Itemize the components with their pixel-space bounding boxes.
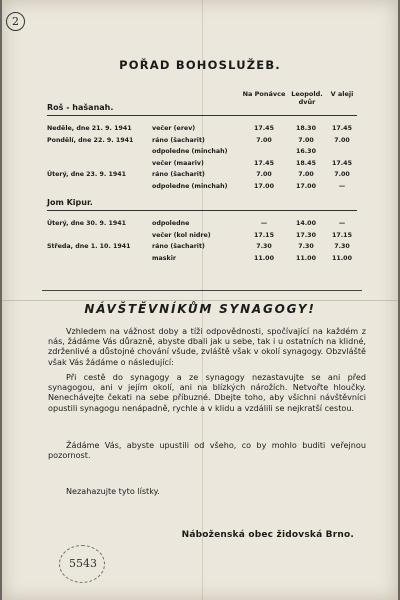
row-time: 11.00 — [296, 254, 316, 262]
section-underline — [47, 210, 357, 211]
row-time: 7.00 — [334, 171, 350, 178]
row-time: 7.30 — [256, 243, 272, 250]
row-service: odpoledne — [152, 220, 190, 227]
row-service: odpoledne (minchah) — [152, 182, 228, 190]
row-time: 7.00 — [298, 171, 314, 178]
row-time: 17.45 — [332, 125, 352, 132]
row-time: 7.00 — [298, 136, 314, 144]
notice-paragraph: Nezahazujte tyto lístky. — [66, 486, 160, 496]
row-time: 18.45 — [296, 159, 316, 167]
row-time: 11.00 — [332, 254, 352, 262]
row-time: 7.30 — [334, 243, 350, 250]
row-time: 14.00 — [296, 220, 316, 227]
notice-paragraph: Při cestě do synagogy a ze synagogy nezastavujte se ani před synagogou, ani v jejím okolí, ani na blízkých nárožích. Netvořte hloučky. Nenechávejte čekati na sebe příbuzné. Dbejte toho, aby všichni návštěvníci opustili synagogu nenápadně, rychle a v klidu a vzdálili se nejkratší cestou. — [48, 372, 366, 413]
row-time: 11.00 — [254, 254, 274, 262]
section-heading: Jom Kipur. — [47, 198, 93, 207]
column-header-aleje: V aleji — [330, 90, 354, 98]
row-time: — — [338, 220, 346, 227]
row-time: 17.45 — [254, 125, 274, 132]
row-service: ráno (šacharit) — [152, 171, 205, 178]
row-time: 17.45 — [254, 159, 274, 167]
row-service: večer (kol nidre) — [152, 231, 211, 239]
row-date: Úterý, dne 23. 9. 1941 — [47, 171, 126, 178]
signature: Náboženská obec židovská Brno. — [181, 530, 354, 540]
row-service: ráno (šacharit) — [152, 243, 205, 250]
row-time: 7.00 — [334, 136, 350, 144]
row-date: Neděle, dne 21. 9. 1941 — [47, 125, 132, 132]
row-time: 16.30 — [296, 148, 316, 155]
row-time: 7.30 — [298, 243, 314, 250]
row-time: 7.00 — [256, 171, 272, 178]
row-date: Úterý, dne 30. 9. 1941 — [47, 220, 126, 227]
section-underline — [47, 115, 357, 116]
notice-title: NÁVŠTĚVNÍKŮM SYNAGOGY! — [84, 302, 316, 316]
fold-line-horizontal — [2, 300, 398, 301]
row-time: 18.30 — [296, 125, 316, 132]
row-service: odpoledne (minchah) — [152, 148, 228, 155]
row-date: Pondělí, dne 22. 9. 1941 — [47, 136, 134, 144]
section-heading: Roš - hašanah. — [47, 103, 114, 112]
row-time: 17.15 — [254, 231, 274, 239]
column-header-ponavka: Na Ponávce — [242, 90, 286, 98]
row-service: maskir — [152, 254, 177, 262]
column-header-leopold: Leopold. dvůr — [291, 90, 323, 106]
document-page — [2, 0, 398, 600]
row-time: — — [338, 182, 346, 190]
row-time: 17.00 — [296, 182, 316, 190]
page-number: 2 — [6, 12, 25, 31]
row-time: 17.30 — [296, 231, 316, 239]
row-time: — — [260, 220, 268, 227]
row-time: 17.15 — [332, 231, 352, 239]
row-date: Středa, dne 1. 10. 1941 — [47, 243, 131, 250]
row-service: večer (erev) — [152, 125, 196, 132]
row-service: ráno (šacharit) — [152, 136, 205, 144]
notice-paragraph: Žádáme Vás, abyste upustili od všeho, co by mohlo buditi veřejnou pozornost. — [48, 440, 366, 461]
row-service: večer (maariv) — [152, 159, 204, 167]
row-time: 7.00 — [256, 136, 272, 144]
row-time: 17.00 — [254, 182, 274, 190]
schedule-title: POŘAD BOHOSLUŽEB. — [119, 58, 281, 72]
notice-paragraph: Vzhledem na vážnost doby a tíži odpovědnosti, spočívající na každém z nás, žádáme Vás důrazně, abyste dbali jak u sebe, tak i u ostatních na klidné, zdrženlivé a důstojné chování všude, zvláště však v okolí synagogy. Obzvláště však Vás žádáme o následující: — [48, 326, 366, 367]
row-time: 17.45 — [332, 159, 352, 167]
stamp-number: 5543 — [69, 557, 97, 570]
section-divider — [42, 290, 362, 291]
